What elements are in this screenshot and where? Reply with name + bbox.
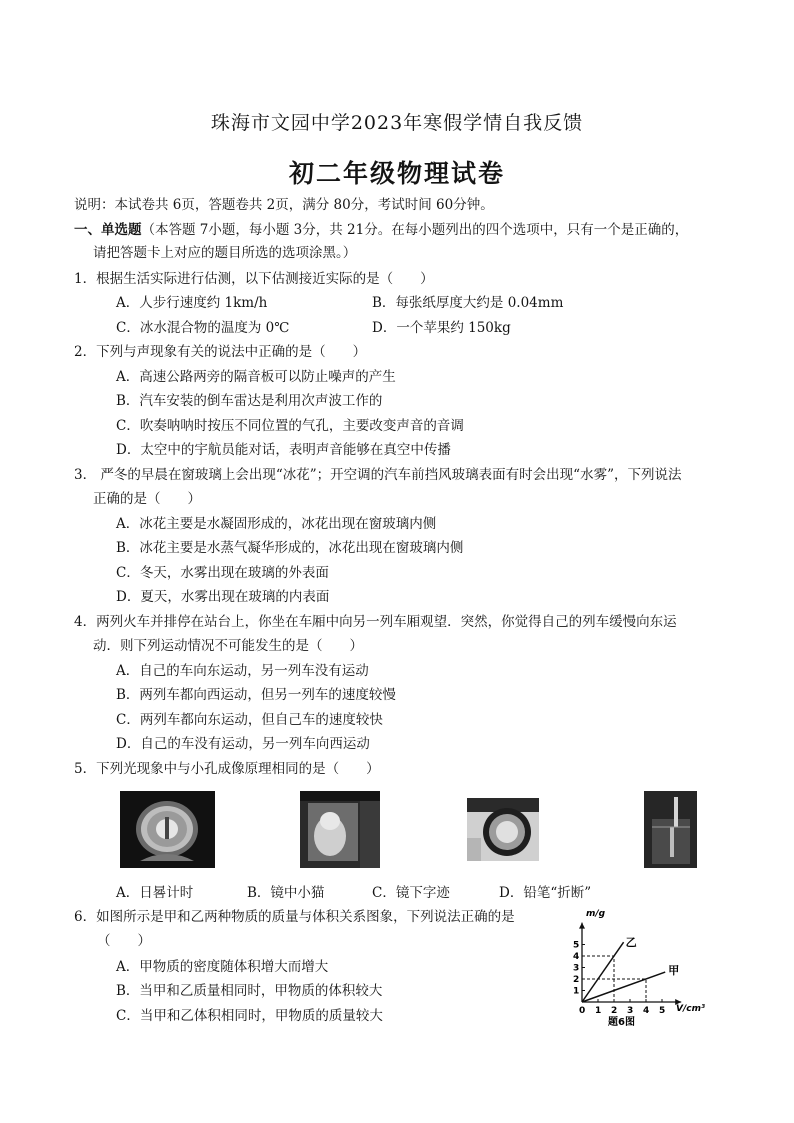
mass-volume-chart <box>556 906 716 1036</box>
q3-stem-cont: 正确的是（ ） <box>93 491 201 507</box>
q4-option-a: A．自己的车向东运动，另一列车没有运动 <box>116 663 369 679</box>
q6-stem: 6．如图所示是甲和乙两种物质的质量与体积关系图象，下列说法正确的是 <box>74 909 515 925</box>
q4-stem: 4．两列火车并排停在站台上，你坐在车厢中向另一列车厢观望．突然，你觉得自己的列车缓慢向东运 <box>74 614 677 630</box>
q3-stem: 3． 严冬的早晨在窗玻璃上会出现“冰花”；开空调的汽车前挡风玻璃表面有时会出现“水雾”，下列说法 <box>74 467 682 483</box>
section1-desc-cont: 请把答题卡上对应的题目所选的选项涂黑。） <box>93 245 357 261</box>
series-line-yi <box>582 942 624 1002</box>
q5-photo-cat-mirror <box>300 791 380 868</box>
q2-option-a: A．高速公路两旁的隔音板可以防止噪声的产生 <box>116 369 396 385</box>
chart-guides <box>582 956 646 1002</box>
x-tick-label: 0 <box>579 1006 586 1016</box>
x-tick-label: 5 <box>659 1006 666 1016</box>
q4-option-b: B．两列车都向西运动，但另一列车的速度较慢 <box>116 687 396 703</box>
q6-option-a: A．甲物质的密度随体积增大而增大 <box>116 959 329 975</box>
q1-option-b: B．每张纸厚度大约是 0.04mm <box>372 295 564 311</box>
q4-stem-cont: 动．则下列运动情况不可能发生的是（ ） <box>93 638 363 654</box>
x-tick-label: 2 <box>611 1006 618 1016</box>
x-tick-label: 1 <box>595 1006 602 1016</box>
q4-option-c: C．两列车都向东运动，但自己车的速度较快 <box>116 712 383 728</box>
q1-stem: 1．根据生活实际进行估测，以下估测接近实际的是（ ） <box>74 271 434 287</box>
chart-ticks <box>573 941 665 1017</box>
q3-option-b: B．冰花主要是水蒸气凝华形成的，冰花出现在窗玻璃内侧 <box>116 540 464 556</box>
q5-option-c: C．镜下字迹 <box>372 885 450 901</box>
q2-option-c: C．吹奏呐呐时按压不同位置的气孔，主要改变声音的音调 <box>116 418 464 434</box>
q6-option-c: C．当甲和乙体积相同时，甲物质的质量较大 <box>116 1008 383 1024</box>
q6-stem-cont: （ ） <box>97 933 151 949</box>
q1-option-a: A．人步行速度约 1km/h <box>116 295 268 311</box>
q1-option-c: C．冰水混合物的温度为 0℃ <box>116 320 290 336</box>
y-tick-label: 5 <box>573 940 580 951</box>
q2-option-d: D．太空中的宇航员能对话，表明声音能够在真空中传播 <box>116 442 451 458</box>
exam-title: 初二年级物理试卷 <box>288 159 505 188</box>
q5-option-a: A．日晷计时 <box>116 885 194 901</box>
q5-stem: 5．下列光现象中与小孔成像原理相同的是（ ） <box>74 761 380 777</box>
q3-option-c: C．冬天，水雾出现在玻璃的外表面 <box>116 565 329 581</box>
chart-series <box>582 936 679 1002</box>
figure-caption: 题6图 <box>608 1017 635 1028</box>
y-tick-label: 2 <box>573 975 580 985</box>
q6-option-b: B．当甲和乙质量相同时，甲物质的体积较大 <box>116 983 383 999</box>
y-tick-label: 4 <box>573 952 580 962</box>
y-tick-label: 3 <box>573 963 580 974</box>
x-axis-label: V/cm³ <box>676 1004 705 1014</box>
series-line-jia <box>582 972 665 1002</box>
y-tick-label: 1 <box>573 986 580 997</box>
school-title: 珠海市文园中学2023年寒假学情自我反馈 <box>210 112 584 134</box>
series-label-jia: 甲 <box>668 964 680 978</box>
q5-option-d: D．铅笔“折断” <box>499 885 592 901</box>
q5-photo-sundial <box>120 791 215 868</box>
instructions: 说明：本试卷共 6页，答题卷共 2页，满分 80分，考试时间 60分钟。 <box>74 197 494 213</box>
q5-photo-magnifier <box>467 798 539 861</box>
y-axis-label: m/g <box>586 909 606 919</box>
section1-intro <box>74 221 688 239</box>
y-axis-arrow <box>579 923 585 929</box>
q3-option-a: A．冰花主要是水凝固形成的，冰花出现在窗玻璃内侧 <box>116 516 437 532</box>
q5-photo-pencil-water <box>644 791 697 868</box>
section1-heading: 一、单选题 <box>74 222 142 238</box>
q3-option-d: D．夏天，水雾出现在玻璃的内表面 <box>116 589 330 605</box>
x-tick-label: 4 <box>643 1006 650 1016</box>
q1-option-d: D．一个苹果约 150kg <box>372 320 511 336</box>
q4-option-d: D．自己的车没有运动，另一列车向西运动 <box>116 736 370 752</box>
section1-desc: （本答题 7小题，每小题 3分，共 21分。在每小题列出的四个选项中，只有一个是正确的， <box>141 222 689 238</box>
x-tick-label: 3 <box>627 1006 634 1016</box>
series-label-yi: 乙 <box>625 936 637 950</box>
q2-option-b: B．汽车安装的倒车雷达是利用次声波工作的 <box>116 393 383 409</box>
chart-axes <box>579 923 681 1005</box>
q2-stem: 2．下列与声现象有关的说法中正确的是（ ） <box>74 344 367 360</box>
q5-option-b: B．镜中小猫 <box>247 885 325 901</box>
